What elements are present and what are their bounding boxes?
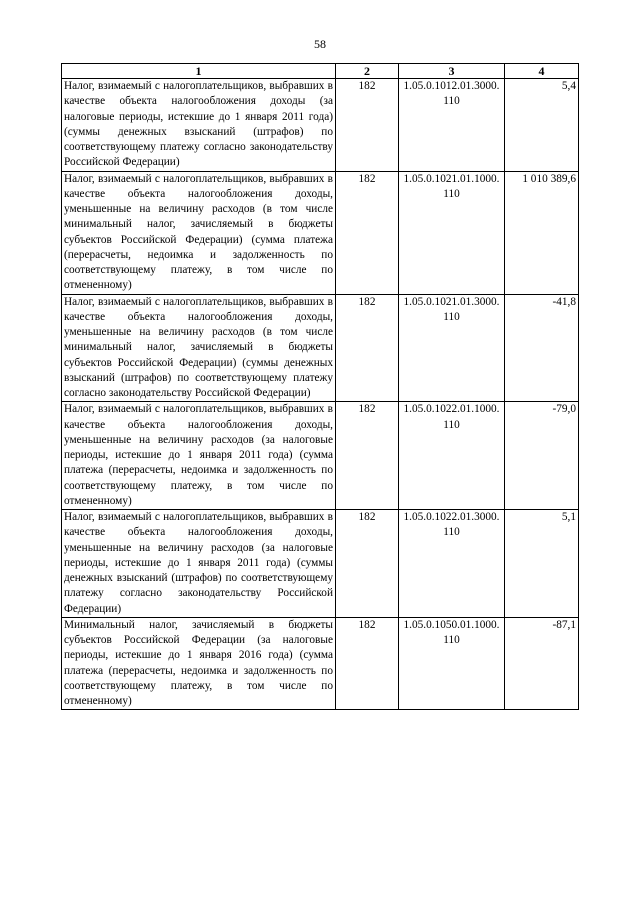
column-header: 2 xyxy=(336,64,399,79)
column-header: 3 xyxy=(399,64,505,79)
budget-classification-code: 1.05.0.1050.01.1000. 110 xyxy=(399,617,505,710)
admin-code: 182 xyxy=(336,510,399,618)
admin-code: 182 xyxy=(336,617,399,710)
amount: -79,0 xyxy=(505,402,579,510)
table-row xyxy=(62,617,579,710)
tax-description: Минимальный налог, зачисляемый в бюджеты субъектов Российской Федерации (за налоговые периоды, истекшие до 1 января 2016 года) (сумма платежа (перерасчеты, недоимка и задолженность по соответствующему платежу, в том числе по отмененному) xyxy=(62,617,336,710)
table-row xyxy=(62,171,579,294)
amount: 5,4 xyxy=(505,79,579,172)
table-row xyxy=(62,294,579,402)
admin-code: 182 xyxy=(336,294,399,402)
table-row xyxy=(62,402,579,510)
revenue-table xyxy=(61,63,579,710)
admin-code: 182 xyxy=(336,402,399,510)
amount: 5,1 xyxy=(505,510,579,618)
tax-description: Налог, взимаемый с налогоплательщиков, выбравших в качестве объекта налогообложения доходы (за налоговые периоды, истекшие до 1 января 2011 года) (суммы денежных взысканий (штрафов) по соответствующему платежу согласно законодательству Российской Федерации) xyxy=(62,79,336,172)
amount: 1 010 389,6 xyxy=(505,171,579,294)
budget-classification-code: 1.05.0.1022.01.3000. 110 xyxy=(399,510,505,618)
tax-description: Налог, взимаемый с налогоплательщиков, выбравших в качестве объекта налогообложения доходы, уменьшенные на величину расходов (в том числе минимальный налог, зачисляемый в бюджеты субъектов Российской Федерации) (суммы денежных взысканий (штрафов) по соответствующему платежу согласно законодательству Российской Федерации) xyxy=(62,294,336,402)
table-header-row xyxy=(62,64,579,79)
admin-code: 182 xyxy=(336,171,399,294)
budget-classification-code: 1.05.0.1021.01.3000. 110 xyxy=(399,294,505,402)
page-number: 58 xyxy=(314,37,326,51)
column-header: 4 xyxy=(505,64,579,79)
column-header: 1 xyxy=(62,64,336,79)
table-row xyxy=(62,79,579,172)
tax-description: Налог, взимаемый с налогоплательщиков, выбравших в качестве объекта налогообложения доходы, уменьшенные на величину расходов (за налоговые периоды, истекшие до 1 января 2011 года) (сумма платежа (перерасчеты, недоимка и задолженность по соответствующему платежу, в том числе по отмененному) xyxy=(62,402,336,510)
amount: -87,1 xyxy=(505,617,579,710)
budget-classification-code: 1.05.0.1022.01.1000. 110 xyxy=(399,402,505,510)
table-row xyxy=(62,510,579,618)
amount: -41,8 xyxy=(505,294,579,402)
budget-classification-code: 1.05.0.1012.01.3000. 110 xyxy=(399,79,505,172)
admin-code: 182 xyxy=(336,79,399,172)
budget-classification-code: 1.05.0.1021.01.1000. 110 xyxy=(399,171,505,294)
tax-description: Налог, взимаемый с налогоплательщиков, выбравших в качестве объекта налогообложения доходы, уменьшенные на величину расходов (в том числе минимальный налог, зачисляемый в бюджеты субъектов Российской Федерации) (сумма платежа (перерасчеты, недоимка и задолженность по соответствующему платежу, в том числе по отмененному) xyxy=(62,171,336,294)
tax-description: Налог, взимаемый с налогоплательщиков, выбравших в качестве объекта налогообложения доходы, уменьшенные на величину расходов (за налоговые периоды, истекшие до 1 января 2011 года) (суммы денежных взысканий (штрафов) по соответствующему платежу согласно законодательству Российской Федерации) xyxy=(62,510,336,618)
